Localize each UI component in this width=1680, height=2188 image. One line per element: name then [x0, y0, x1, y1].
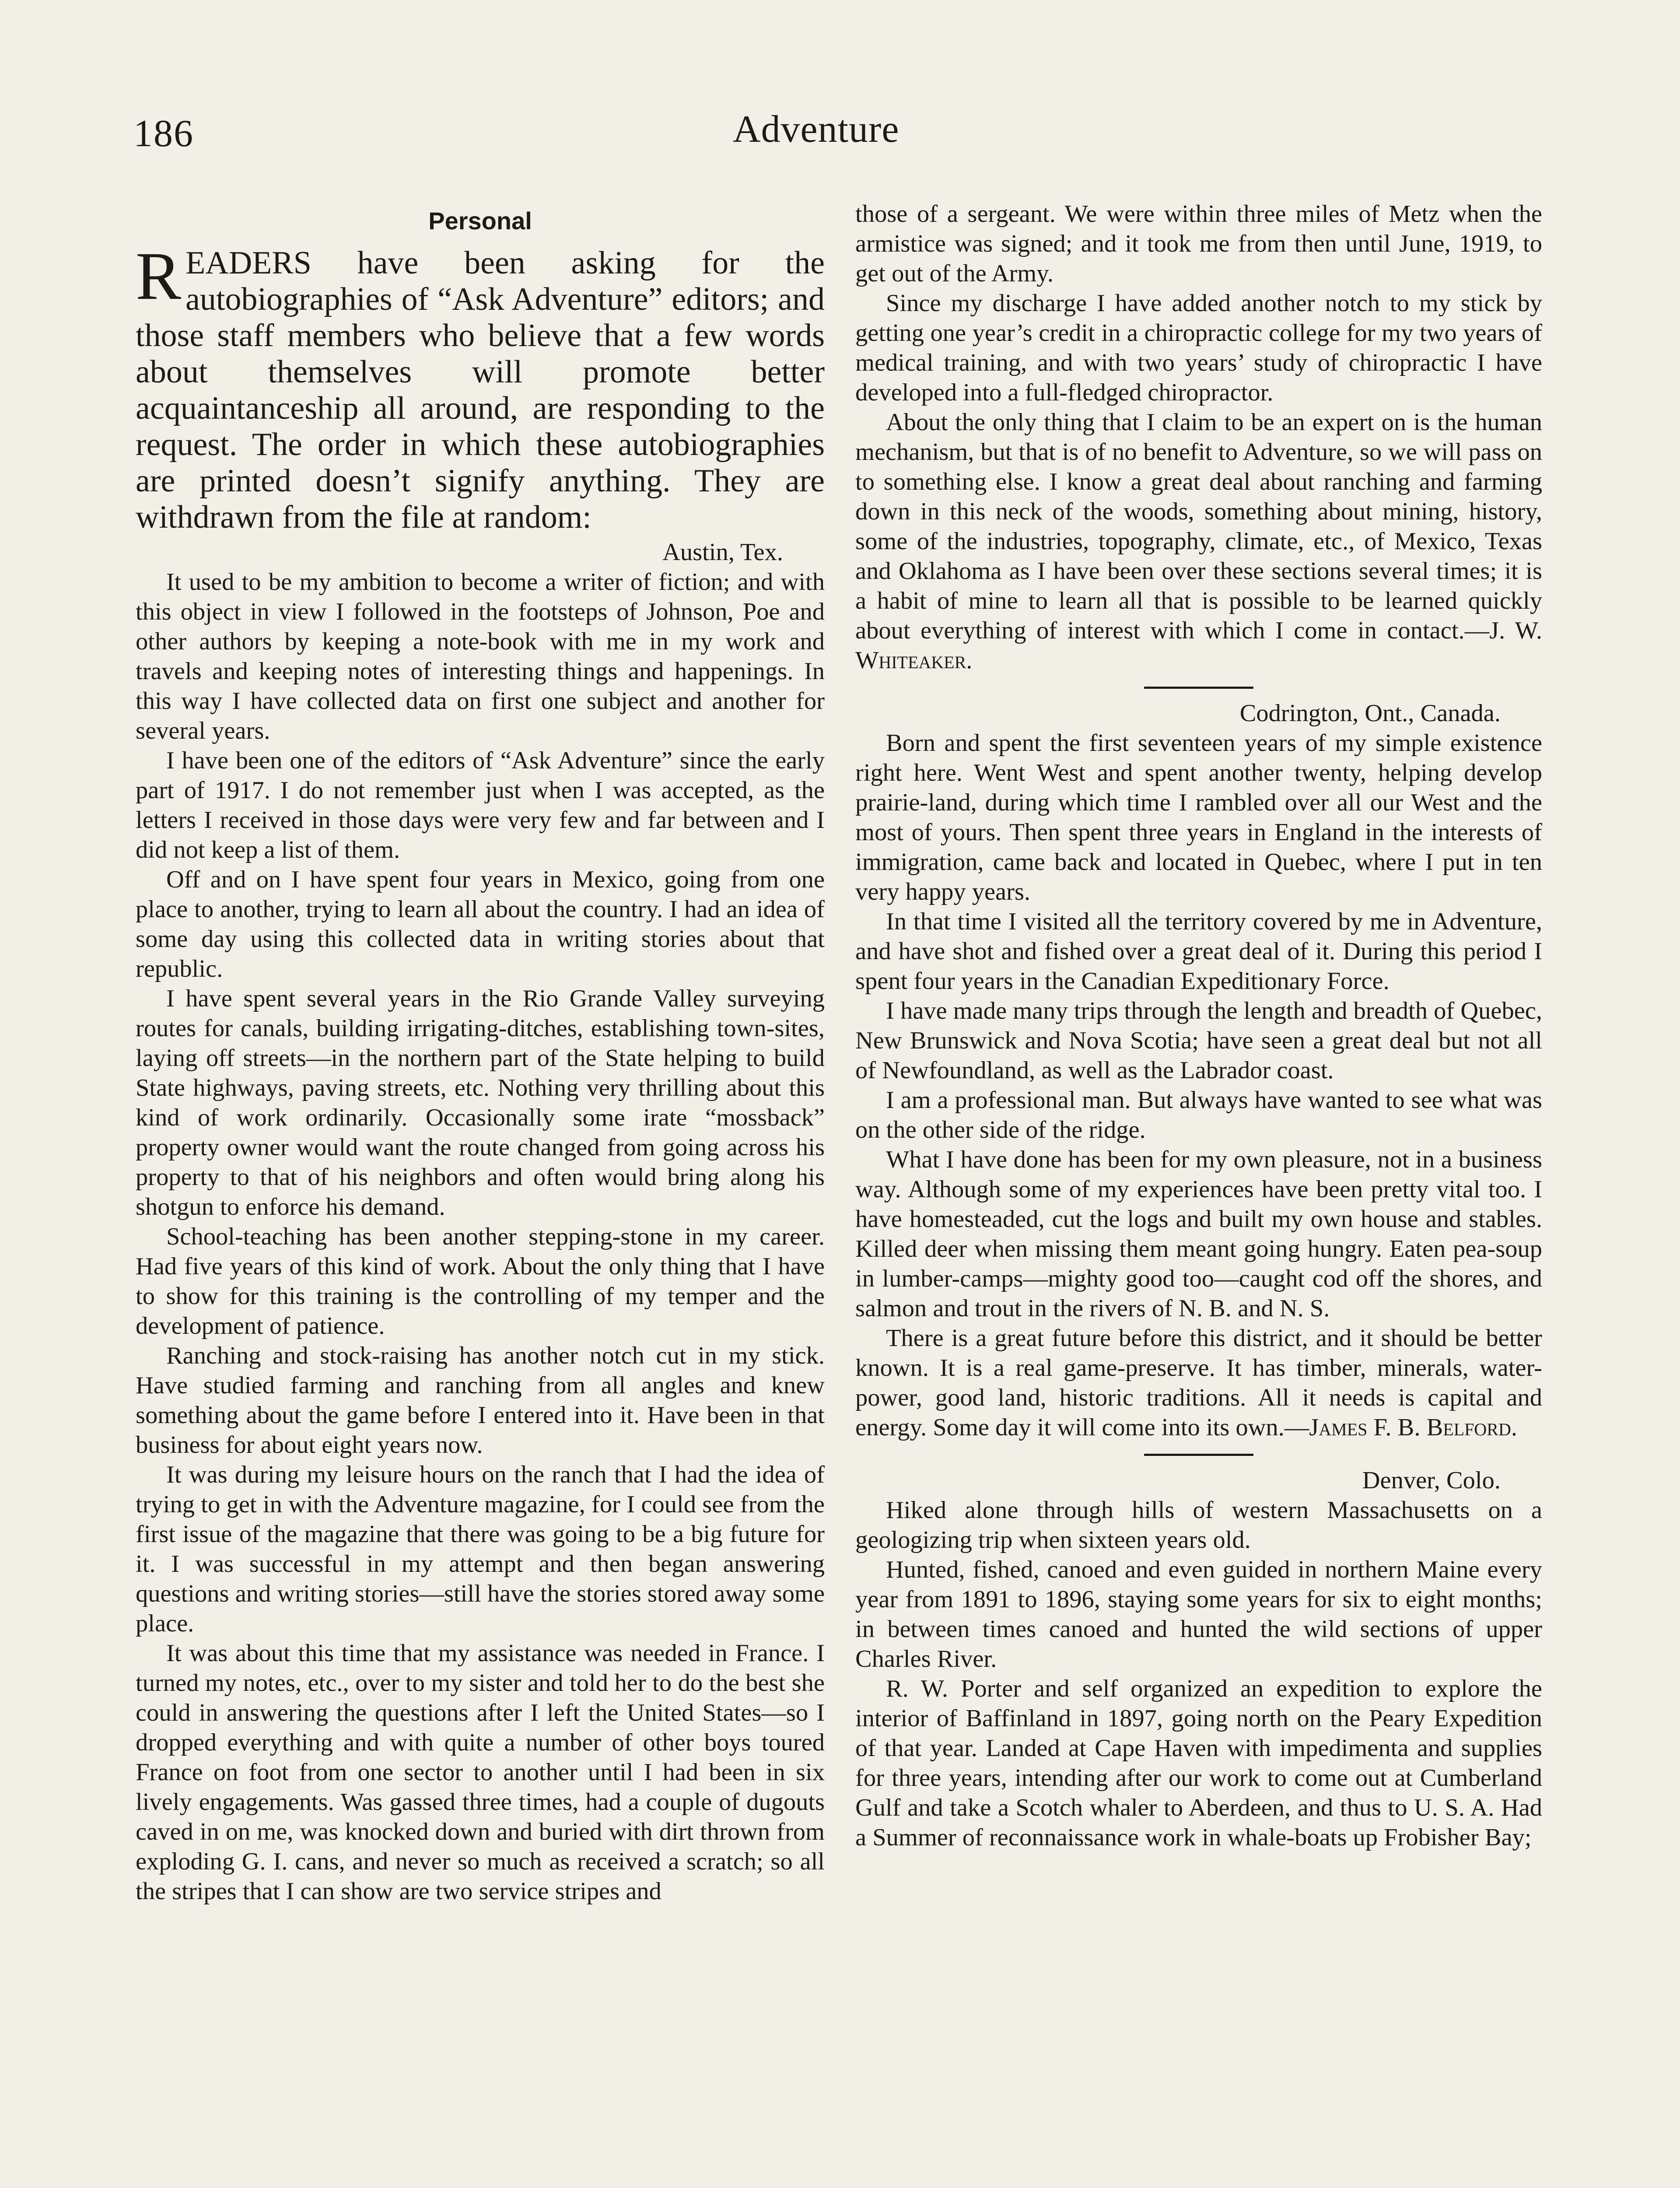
- body-paragraph: Since my discharge I have added another notch to my stick by getting one year’s credit in a chiropractic college for my two years of medical training, and with two years’ study of chiropractic I have developed into a full-fledged chiropractor.: [855, 290, 1542, 406]
- body-paragraph: Born and spent the first seventeen years of my simple existence right here. Went West and spent another twenty, helping develop prairie-land, during which time I rambled over all our West and the most of yours. Then spent three years in England in the interests of immigration, came back and located in Quebec, where I put in ten very happy years.: [855, 729, 1542, 905]
- body-paragraph: R. W. Porter and self organized an expedition to explore the interior of Baffinland in 1897, going north on the Peary Expedition of that year. Landed at Cape Haven with impedimenta and supplies for three years, intending after our work to come out at Cumberland Gulf and take a Scotch whaler to Aberdeen, and thus to U. S. A. Had a Summer of reconnaissance work in whale-boats up Frobisher Bay;: [855, 1675, 1542, 1851]
- paragraph-text: About the only thing that I claim to be an expert on is the human mechanism, but that is of no benefit to Adventure, so we will pass on to something else. I know a great deal about ranching and farming down in this neck of the woods, something about mining, history, some of the industries, topography, climate, etc., of Mexico, Texas and Oklahoma as I have been over these sections several times; it is a habit of mine to learn all that is possible to be learned quickly about everything of interest with which I come in contact.—: [855, 409, 1542, 644]
- section-divider: [1144, 1454, 1253, 1456]
- body-paragraph: [855, 1323, 1542, 1442]
- section-divider: [1144, 687, 1253, 689]
- dateline-denver: Denver, Colo.: [1362, 1467, 1501, 1494]
- body-paragraph: I am a professional man. But always have wanted to see what was on the other side of the ridge.: [855, 1087, 1542, 1143]
- left-column: [136, 206, 825, 1906]
- paragraph-text: There is a great future before this district, and it should be better known. It is a real game-preserve. It has timber, minerals, water-power, good land, historic traditions. All it needs is capital and energy. Some day it will come into its own.—: [855, 1325, 1542, 1441]
- intro-text: EADERS have been asking for the autobiographies of “Ask Adventure” editors; and those staff members who believe that a few words about themselves will promote better acquaintanceship all around, are responding to the request. The order in which these autobiographies are printed doesn’t signify anything. They are withdrawn from the file at random:: [136, 245, 825, 535]
- body-paragraph: I have been one of the editors of “Ask Adventure” since the early part of 1917. I do not remember just when I was accepted, as the letters I received in those days were very few and far between and I did not keep a list of them.: [136, 747, 825, 863]
- body-paragraph: It was during my leisure hours on the ranch that I had the idea of trying to get in with the Adventure magazine, for I could see from the first issue of the magazine that there was going to be a big future for it. I was successful in my attempt and then began answering questions and writing stories—still have the stories stored away some place.: [136, 1461, 825, 1637]
- body-paragraph: It was about this time that my assistance was needed in France. I turned my notes, etc., over to my sister and told her to do the best she could in answering the questions after I left the United States—so I dropped everything and with quite a number of other boys toured France on foot from one sector to another until I had been in six lively engagements. Was gassed three times, had a couple of dugouts caved in on me, was knocked down and buried with dirt thrown from exploding G. I. cans, and never so much as received a scratch; so all the stripes that I can show are two service stripes and: [136, 1640, 825, 1905]
- dateline-codrington: Codrington, Ont., Canada.: [1239, 700, 1501, 727]
- body-paragraph: [855, 407, 1542, 675]
- right-column: [855, 199, 1542, 1852]
- body-paragraph: Ranching and stock-raising has another notch cut in my stick. Have studied farming and ranching from all angles and knew something about the game before I entered into it. Have been in that business for about eight years now.: [136, 1342, 825, 1459]
- body-paragraph: It used to be my ambition to become a writer of fiction; and with this object in view I followed in the footsteps of Johnson, Poe and other authors by keeping a note-book with me in my work and travels and keeping notes of interesting things and happenings. In this way I have collected data on first one subject and another for several years.: [136, 568, 825, 744]
- body-paragraph: Hiked alone through hills of western Massachusetts on a geologizing trip when sixteen years old.: [855, 1497, 1542, 1553]
- intro-paragraph: [136, 238, 825, 536]
- drop-cap: R: [136, 238, 182, 314]
- continued-paragraph: those of a sergeant. We were within three miles of Metz when the armistice was signed; and it took me from then until June, 1919, to get out of the Army.: [855, 200, 1542, 287]
- page-number: 186: [133, 112, 194, 155]
- body-paragraph: I have spent several years in the Rio Grande Valley surveying routes for canals, building irrigating-ditches, establishing town-sites, laying off streets—in the northern part of the State helping to build State highways, paving streets, etc. Nothing very thrilling about this kind of work ordinarily. Occasionally some irate “mossback” property owner would want the route changed from going across his property to that of his neighbors and often would bring along his shotgun to enforce his demand.: [136, 985, 825, 1220]
- body-paragraph: Hunted, fished, canoed and even guided in northern Maine every year from 1891 to 1896, staying some years for six to eight months; in between times canoed and hunted the wild sections of upper Charles River.: [855, 1556, 1542, 1673]
- dateline-austin: Austin, Tex.: [662, 539, 783, 566]
- body-paragraph: In that time I visited all the territory covered by me in Adventure, and have shot and fished over a great deal of it. During this period I spent four years in the Canadian Expeditionary Force.: [855, 908, 1542, 995]
- author-signature: James F. B. Belford.: [1309, 1414, 1517, 1441]
- body-paragraph: Off and on I have spent four years in Mexico, going from one place to another, trying to learn all about the country. I had an idea of some day using this collected data in writing stories about that republic.: [136, 866, 825, 982]
- author-signature: J. W. Whiteaker.: [855, 617, 1543, 674]
- body-paragraph: School-teaching has been another stepping-stone in my career. Had five years of this kind of work. About the only thing that I have to show for this training is the controlling of my temper and the development of patience.: [136, 1223, 825, 1339]
- section-heading: Personal: [428, 207, 532, 235]
- body-paragraph: What I have done has been for my own pleasure, not in a business way. Although some of my experiences have been pretty vital too. I have homesteaded, cut the logs and built my own house and stables. Killed deer when missing them meant going hungry. Eaten pea-soup in lumber-camps—mighty good too—caught cod off the shores, and salmon and trout in the rivers of N. B. and N. S.: [855, 1146, 1542, 1322]
- page-header: [133, 108, 1577, 168]
- body-paragraph: I have made many trips through the length and breadth of Quebec, New Brunswick and Nova Scotia; have seen a great deal but not all of Newfoundland, as well as the Labrador coast.: [855, 997, 1542, 1084]
- running-title: Adventure: [733, 108, 900, 151]
